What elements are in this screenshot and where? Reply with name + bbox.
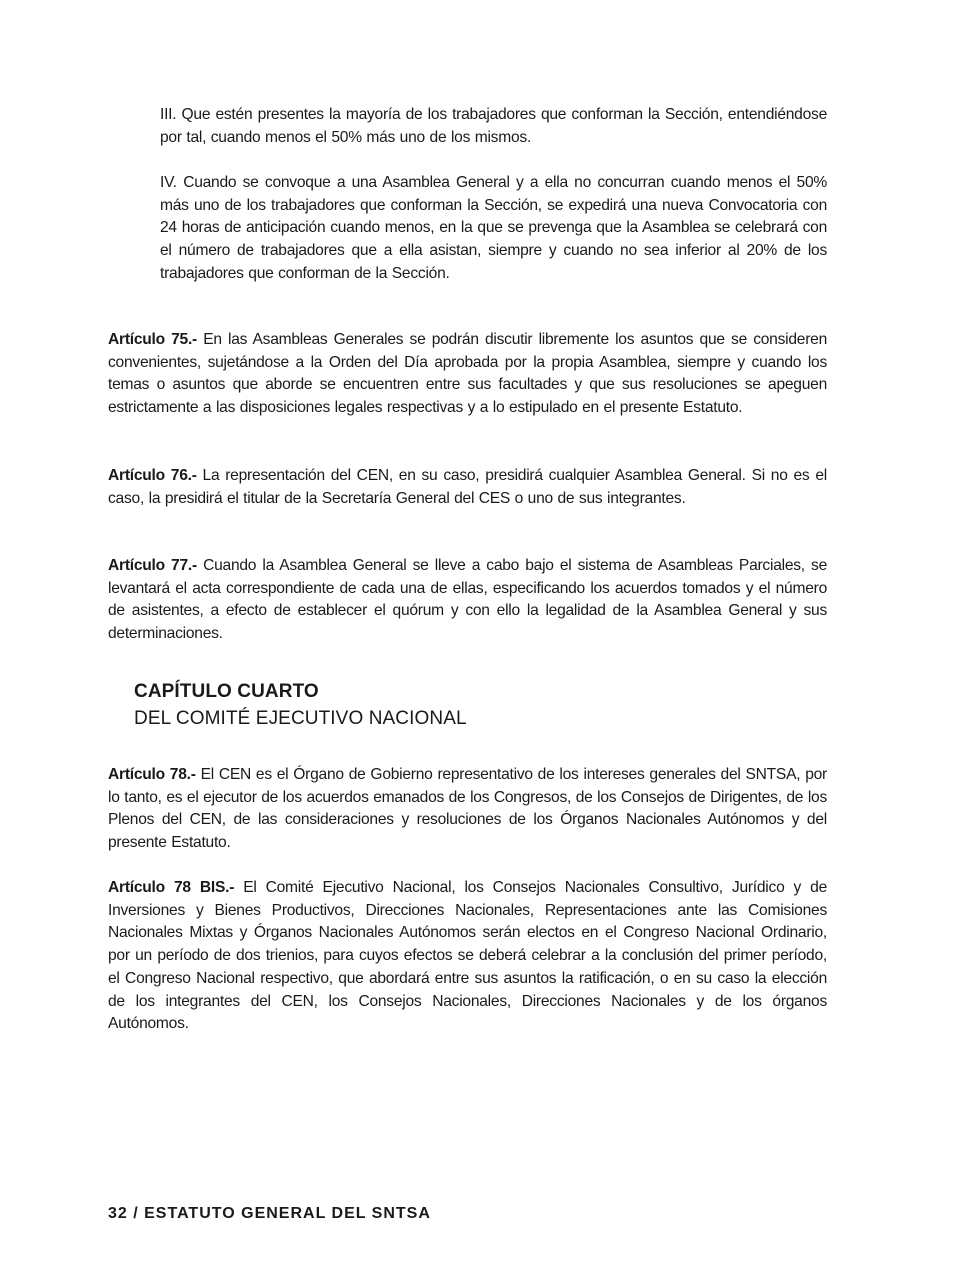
article-text: En las Asambleas Generales se podrán discutir libremente los asuntos que se consideren convenientes, sujetándose a la Orden del Día aprobada por la propia Asamblea, siempre y cuando los temas o asuntos que aborde se encuentren entre sus facultades y que sus resoluciones se apeguen estrictamente a las disposiciones legales respectivas y a lo estipulado en el presente Estatuto. — [108, 331, 827, 417]
article-label: Artículo 75.- — [108, 331, 197, 348]
item-text: IV. Cuando se convoque a una Asamblea General y a ella no concurran cuando menos el 50% más uno de los trabajadores que conforman la Sección, se expedirá una nueva Convocatoria con 24 horas de anticipación cuando menos, en la que se prevenga que la Asamblea se celebrará con el número de trabajadores que a ella asistan, siempre y cuando no sea inferior al 20% de los trabajadores que conforman de la Sección. — [160, 174, 827, 282]
chapter-heading — [134, 678, 467, 732]
item-iii — [160, 104, 827, 149]
article-text: Cuando la Asamblea General se lleve a cabo bajo el sistema de Asambleas Parciales, se levantará el acta correspondiente de cada una de ellas, especificando los acuerdos tomados y el número de asistentes, a efecto de establecer el quórum y con ello la legalidad de la Asamblea General y sus determinaciones. — [108, 557, 827, 643]
article-78-bis — [108, 877, 827, 1036]
article-77 — [108, 555, 827, 646]
chapter-subtitle: DEL COMITÉ EJECUTIVO NACIONAL — [134, 708, 467, 729]
article-78 — [108, 764, 827, 855]
article-76 — [108, 465, 827, 510]
article-text: El Comité Ejecutivo Nacional, los Consejos Nacionales Consultivo, Jurídico y de Inversiones y Bienes Productivos, Direcciones Nacionales, Representaciones ante las Comisiones Nacionales Mixtas y Órganos Nacionales Autónomos serán electos en el Congreso Nacional Ordinario, por un período de dos trienios, para cuyos efectos se deberá celebrar a la conclusión del primer período, el Congreso Nacional respectivo, que abordará entre sus asuntos la ratificación, o en su caso la elección de los integrantes del CEN, los Consejos Nacionales, Direcciones Nacionales y de los órganos Autónomos. — [108, 879, 827, 1033]
article-label: Artículo 78 BIS.- — [108, 879, 235, 896]
article-text: La representación del CEN, en su caso, presidirá cualquier Asamblea General. Si no es el caso, la presidirá el titular de la Secretaría General del CES o uno de sus integrantes. — [108, 467, 827, 507]
article-label: Artículo 76.- — [108, 467, 197, 484]
article-label: Artículo 78.- — [108, 766, 196, 783]
item-text: III. Que estén presentes la mayoría de los trabajadores que conforman la Sección, entendiéndose por tal, cuando menos el 50% más uno de los mismos. — [160, 106, 827, 146]
item-iv — [160, 172, 827, 286]
article-text: El CEN es el Órgano de Gobierno representativo de los intereses generales del SNTSA, por lo tanto, es el ejecutor de los acuerdos emanados de los Congresos, de los Consejos de Dirigentes, de los Plenos del CEN, de las consideraciones y resoluciones de los Órganos Nacionales Autónomos y del presente Estatuto. — [108, 766, 827, 852]
chapter-title: CAPÍTULO CUARTO — [134, 681, 319, 702]
article-label: Artículo 77.- — [108, 557, 197, 574]
page-footer: 32 / ESTATUTO GENERAL DEL SNTSA — [108, 1205, 431, 1222]
article-75 — [108, 329, 827, 420]
